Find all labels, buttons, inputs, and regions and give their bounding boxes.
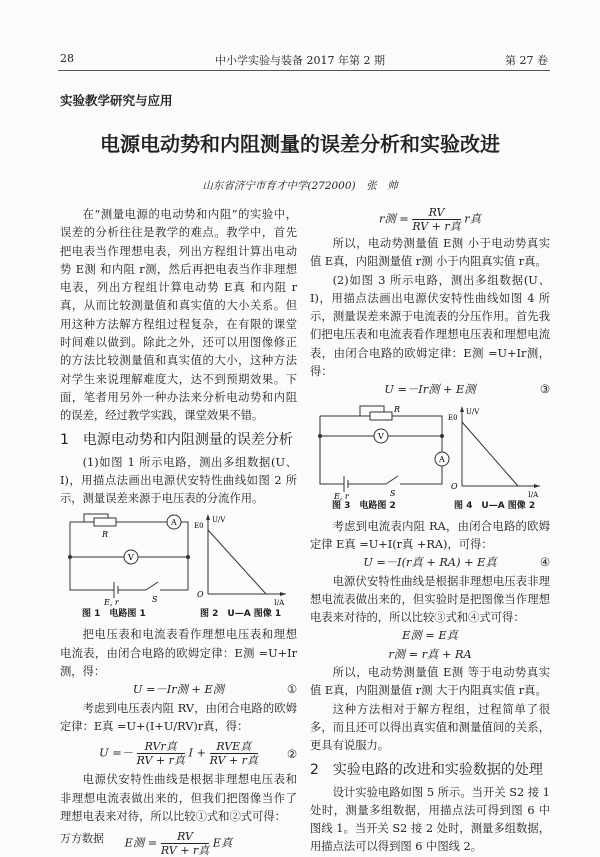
journal-name: 中小学实验与装备 2017 年第 2 期 xyxy=(215,54,385,67)
fraction-bottom: RV + r真 xyxy=(412,220,461,233)
paragraph: 电源伏安特性曲线是根据非理想电压表非理想电流表做出来的，但实验时是把图像当作理想电表来对待的，所以比较③式和④式可得： xyxy=(310,574,550,625)
paragraph: 考虑到电流表内阻 RA，由闭合电路的欧姆定律 E真 =U+I(r真 +RA)，可得： xyxy=(310,519,550,551)
source-label: E, r xyxy=(104,598,119,608)
figure-1-circuit xyxy=(64,512,196,608)
figures-3-4 xyxy=(310,404,550,514)
volume: 第 27 卷 xyxy=(505,54,548,67)
figure-3-circuit xyxy=(314,404,450,500)
equation-5: E测 = E真 xyxy=(402,629,458,643)
voltmeter-label: V xyxy=(378,431,384,441)
paragraph: 把电压表和电流表看作理想电压表和理想电流表，由闭合电路的欧姆定律：E测 =U+Ir测，得： xyxy=(60,628,297,679)
ammeter-label: A xyxy=(171,518,177,528)
e0-label: E0 xyxy=(448,413,458,422)
article-title: 电源电动势和内阻测量的误差分析和实验改进 xyxy=(100,132,500,156)
e0-label: E0 xyxy=(194,522,204,531)
equation-number: ② xyxy=(286,748,297,762)
resistor-label: R xyxy=(102,530,109,540)
equation-2 xyxy=(60,740,297,767)
equation-text: r真 xyxy=(464,212,481,226)
fraction-bottom: RV + r真 xyxy=(160,844,210,857)
equation-text: U =－Ir测 + E测 xyxy=(132,683,225,697)
header-rule xyxy=(58,70,550,71)
equation-text: I + xyxy=(188,746,206,760)
intro-paragraph: 在“测量电源的电动势和内阻”的实验中，误差的分析往往是教学的难点。教学中，首先把电表当作理想电表，列出方程组计算出电动势 E测 和内阻 r测，然后再把电表当作非理想电表，列出方程组计算电动势 E真 和内阻 r真，从而比较测量值和真实值的大小关系。但用这种方法解方程组过程复杂，在有限的课堂时间难以做到。除此之外，还可以用图像修正的方法比较测量值和真实值的大小，这种方法对学生来说理解难度大，达不到预期效果。下面，笔者用另外一种办法来分析电动势和内阻的误差，经过教学实践，课堂效果不错。 xyxy=(60,208,297,423)
figure-3-caption: 图 3 电路图 2 xyxy=(332,500,396,511)
equation-text: U =－Ir测 + E测 xyxy=(384,383,476,397)
paragraph: 设计实验电路如图 5 所示。当开关 S2 接 1 处时，测量多组数据，用描点法可得到图 6 中图线 1。当开关 S2 接 2 处时，测量多组数据，用描点法可以得到图 6 中图线 2。 xyxy=(310,785,550,854)
resistor-label: R xyxy=(394,404,401,414)
equation-number: ③ xyxy=(539,383,550,397)
section-heading-2: 2 实验电路的改进和实验数据的处理 xyxy=(310,761,543,778)
page-number: 28 xyxy=(60,52,74,65)
x-axis-label: I/A xyxy=(274,599,285,608)
fraction-top: RV xyxy=(412,206,460,220)
x-axis-label: I/A xyxy=(528,490,539,499)
equation-text: E测 = xyxy=(124,836,158,850)
section-heading-1: 1 电源电动势和内阻测量的误差分析 xyxy=(60,431,293,448)
figure-2-graph xyxy=(194,512,294,608)
source-label: E, r xyxy=(334,491,349,500)
y-axis-label: U/V xyxy=(212,516,226,525)
figures-1-2 xyxy=(60,512,297,622)
paragraph: 电源伏安特性曲线是根据非理想电压表和非理想电流表做出来的，但我们把图像当作了理想电表来对待，所以比较①式和②式可得： xyxy=(60,773,297,823)
switch-label: S xyxy=(152,595,158,605)
equation-text: E真 xyxy=(212,836,233,850)
paragraph: 所以，电动势测量值 E测 小于电动势真实值 E真，内阻测量值 r测 小于内阻真实值 r真。 xyxy=(310,237,550,269)
equation-number: ④ xyxy=(539,556,550,570)
right-column xyxy=(310,206,550,857)
voltmeter-label: V xyxy=(128,553,134,563)
equation-3 xyxy=(310,381,550,399)
fraction-top: RV xyxy=(161,830,209,844)
equation-text: r测 = xyxy=(379,212,409,226)
footer-watermark: 万方数据 xyxy=(60,832,104,845)
paragraph: 考虑到电压表内阻 RV，由闭合电路的欧姆定律：E真 =U+(I+U/RV)r真，得： xyxy=(60,701,297,733)
switch-label: S xyxy=(390,488,396,498)
paragraph: (1)如图 1 所示电路，测出多组数据(U、I)，用描点法画出电源伏安特性曲线如图 2 所示，测量误差来源于电压表的分流作用。 xyxy=(60,455,297,506)
equation-text: U =－ xyxy=(99,746,133,760)
figure-1-caption: 图 1 电路图 1 xyxy=(82,609,146,620)
left-column xyxy=(60,206,297,857)
author: 山东省济宁市育才中学(272000) 张 帅 xyxy=(202,180,398,192)
figure-4-graph xyxy=(448,404,548,500)
paragraph: 这种方法相对于解方程组，过程简单了很多，而且还可以得出真实值和测量值间的关系，更具有说服力。 xyxy=(310,702,550,753)
equation-r xyxy=(310,206,550,233)
equation-1 xyxy=(60,681,297,699)
equation-6: r测 = r真 + RA xyxy=(388,647,472,661)
fraction-top: RVE真 xyxy=(210,740,258,754)
y-axis-label: U/V xyxy=(466,407,480,416)
origin-label: O xyxy=(451,481,458,491)
equation-text: U =－I(r真 + RA) + E真 xyxy=(363,556,497,570)
section-label: 实验教学研究与应用 xyxy=(60,93,173,108)
origin-label: O xyxy=(197,590,204,600)
equation-4 xyxy=(310,554,550,572)
fraction-top: RVr真 xyxy=(137,740,185,754)
paragraph: (2)如图 3 所示电路，测出多组数据(U、I)，用描点法画出电源伏安特性曲线如图 4 所示，测量误差来源于电流表的分压作用。首先我们把电压表和电流表看作理想电压表和理想电流表，由闭合电路的欧姆定律：E测 =U+Ir测，得： xyxy=(310,273,550,379)
fraction-bottom: RV + r真 xyxy=(209,754,258,768)
figure-4-caption: 图 4 U—A 图像 2 xyxy=(454,500,536,511)
paragraph: 所以，电动势测量值 E测 等于电动势真实值 E真，内阻测量值 r测 大于内阻真实值 r真。 xyxy=(310,666,550,698)
equation-number: ① xyxy=(286,683,297,697)
fraction-bottom: RV + r真 xyxy=(136,754,185,768)
figure-2-caption: 图 2 U—A 图像 1 xyxy=(200,609,282,620)
ammeter-label: A xyxy=(439,454,445,464)
